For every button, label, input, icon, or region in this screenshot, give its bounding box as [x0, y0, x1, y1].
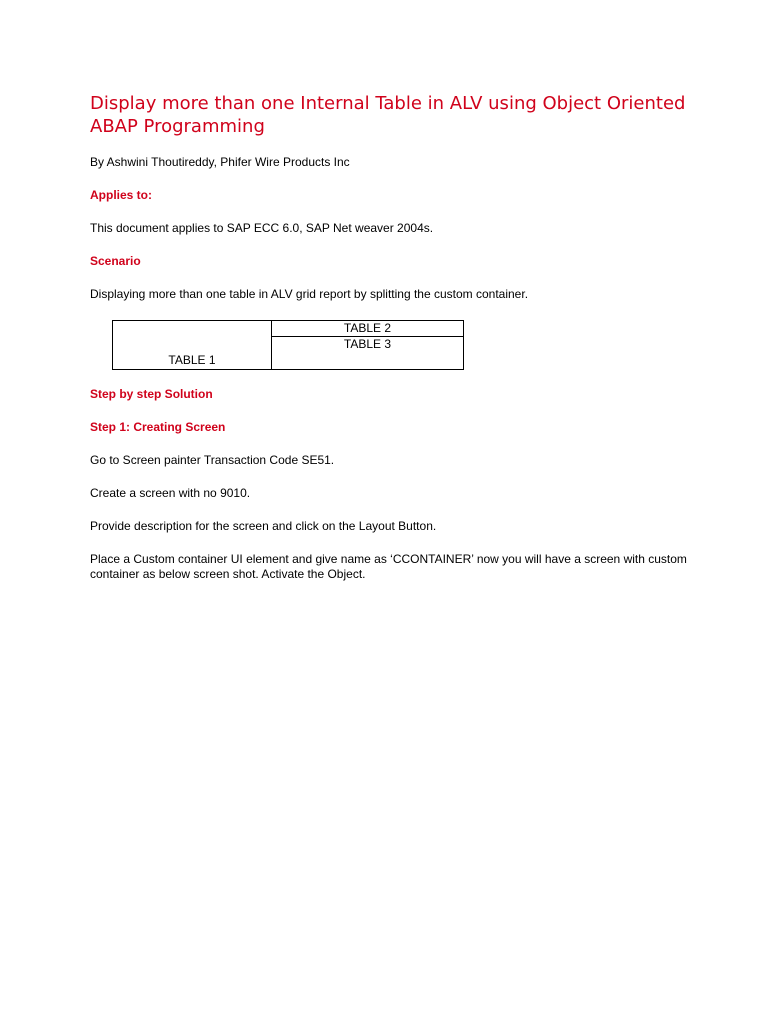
table-2-cell	[272, 321, 463, 337]
step-1-heading: Step 1: Creating Screen	[90, 420, 226, 434]
table-3-label: TABLE 3	[343, 337, 392, 351]
step-1-paragraph: Create a screen with no 9010.	[90, 486, 251, 500]
applies-to-heading: Applies to:	[90, 188, 152, 202]
scenario-heading: Scenario	[90, 254, 141, 268]
applies-to-text: This document applies to SAP ECC 6.0, SAP Net weaver 2004s.	[90, 221, 434, 235]
step-1-paragraph: Place a Custom container UI element and give name as ‘CCONTAINER’ now you will have a screen with custom container as below screen shot. Activate the Object.	[90, 552, 687, 581]
scenario-text: Displaying more than one table in ALV grid report by splitting the custom container.	[90, 287, 529, 301]
table-3-cell	[272, 337, 463, 369]
table-layout-diagram	[112, 320, 464, 370]
solution-heading: Step by step Solution	[90, 387, 213, 401]
step-1-paragraph: Go to Screen painter Transaction Code SE51.	[90, 453, 335, 467]
table-1-cell	[113, 321, 272, 369]
table-2-label: TABLE 2	[343, 321, 392, 335]
document-title: Display more than one Internal Table in ALV using Object Oriented ABAP Programming	[90, 93, 686, 137]
author-line: By Ashwini Thoutireddy, Phifer Wire Products Inc	[90, 155, 350, 169]
step-1-paragraph: Provide description for the screen and click on the Layout Button.	[90, 519, 437, 533]
table-1-label: TABLE 1	[168, 353, 216, 367]
